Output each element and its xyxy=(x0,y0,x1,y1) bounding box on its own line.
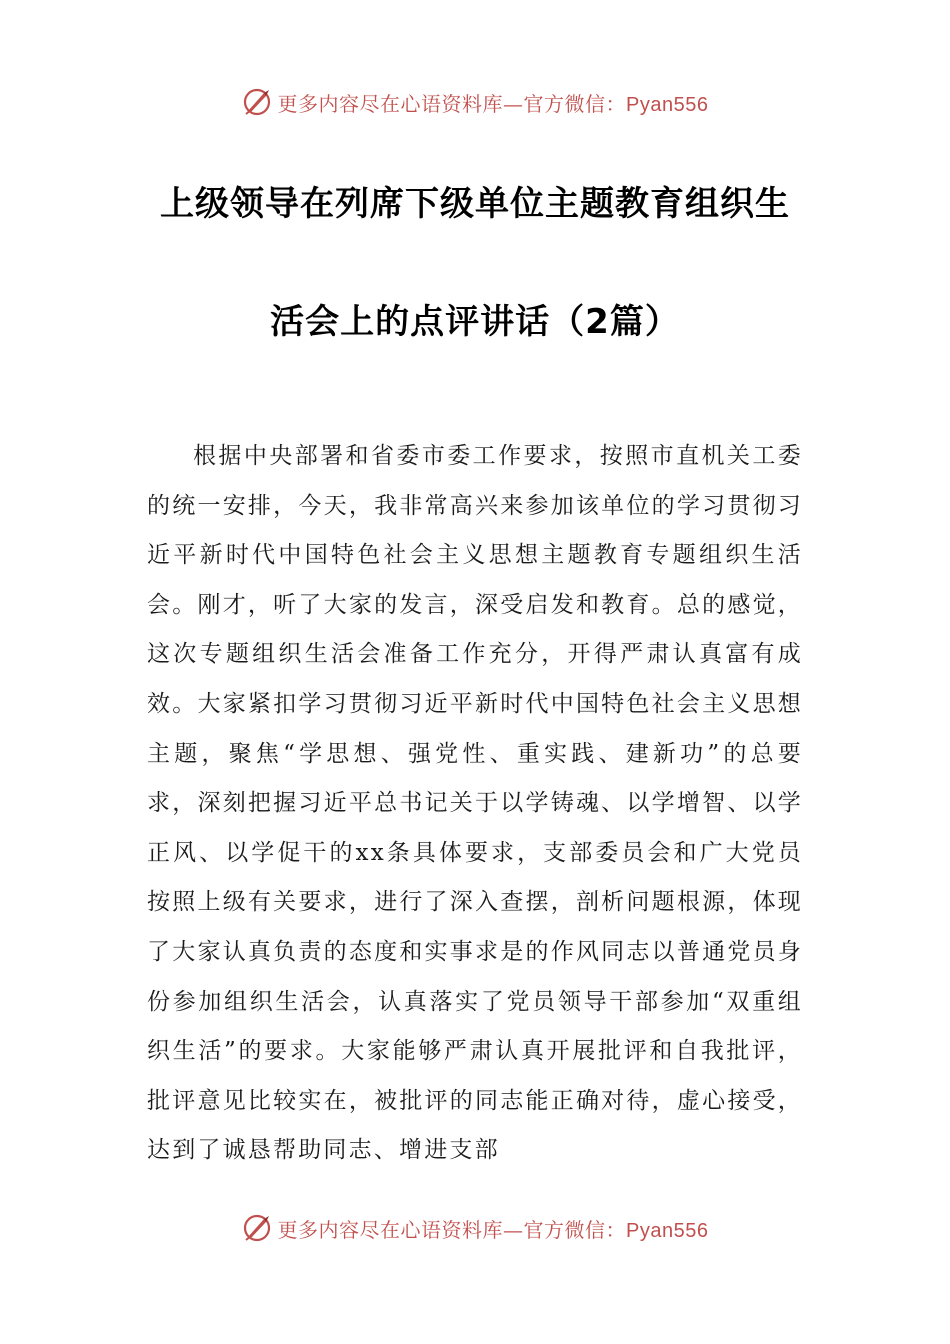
quill-pen-logo-icon xyxy=(242,1213,272,1243)
document-title-line-2: 活会上的点评讲话（2篇） xyxy=(270,302,680,342)
watermark-banner-top xyxy=(0,82,950,122)
document-title-line-1: 上级领导在列席下级单位主题教育组织生 xyxy=(160,184,790,224)
watermark-banner-bottom xyxy=(0,1208,950,1248)
body-paragraph: 根据中央部署和省委市委工作要求，按照市直机关工委的统一安排，今天，我非常高兴来参加该单位的学习贯彻习近平新时代中国特色社会主义思想主题教育专题组织生活会。刚才，听了大家的发言，深受启发和教育。总的感觉，这次专题组织生活会准备工作充分，开得严肃认真富有成效。大家紧扣学习贯彻习近平新时代中国特色社会主义思想主题，聚焦“学思想、强党性、重实践、建新功”的总要求，深刻把握习近平总书记关于以学铸魂、以学增智、以学正风、以学促干的xx条具体要求，支部委员会和广大党员按照上级有关要求，进行了深入查摆，剖析问题根源，体现了大家认真负责的态度和实事求是的作风同志以普通党员身份参加组织生活会，认真落实了党员领导干部参加“双重组织生活”的要求。大家能够严肃认真开展批评和自我批评，批评意见比较实在，被批评的同志能正确对待，虚心接受，达到了诚恳帮助同志、增进支部 xyxy=(147,443,803,1164)
watermark-text-bottom: 更多内容尽在心语资料库—官方微信：Pyan556 xyxy=(277,1217,709,1242)
quill-pen-logo-icon xyxy=(242,87,272,117)
watermark-text-top: 更多内容尽在心语资料库—官方微信：Pyan556 xyxy=(277,91,709,116)
